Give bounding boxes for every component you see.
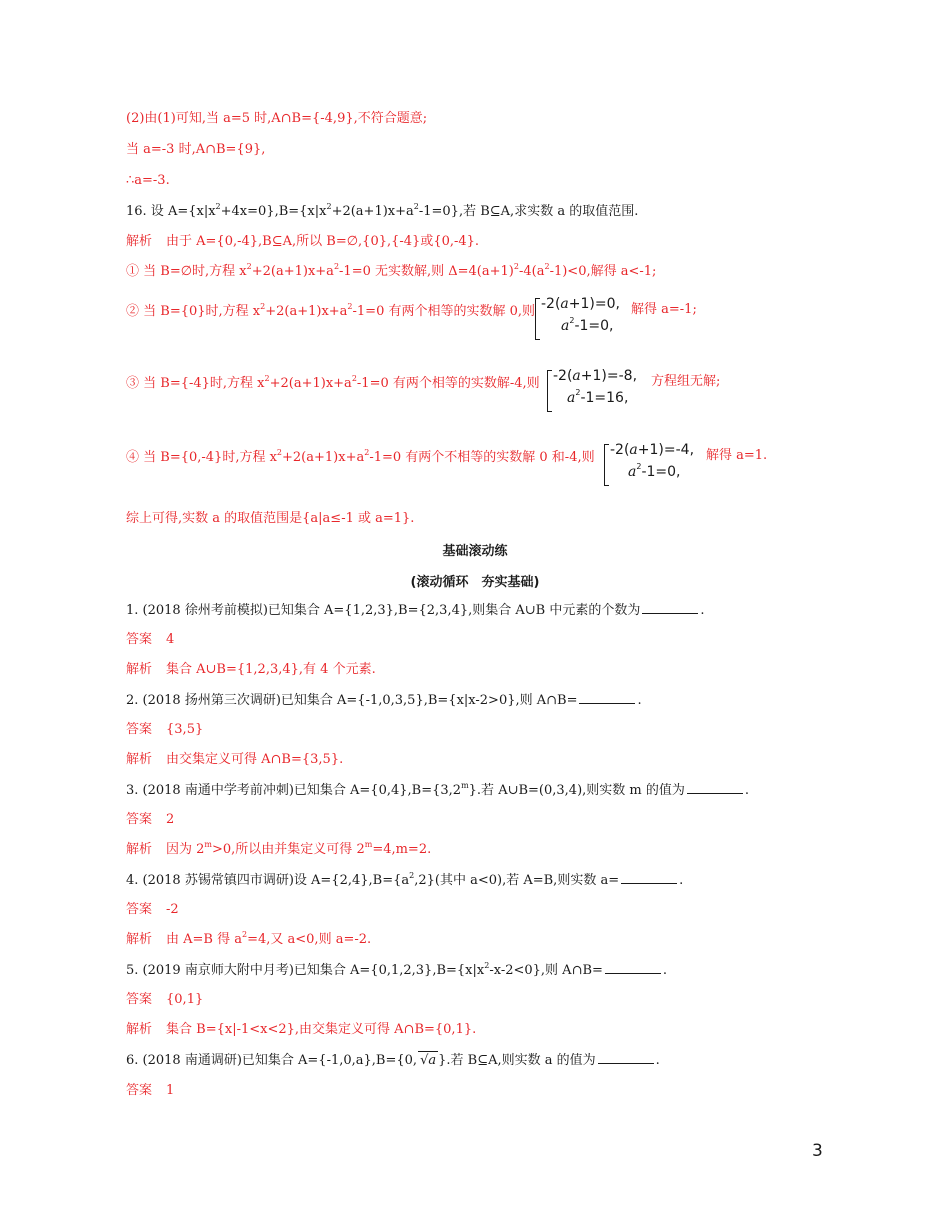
practice-6-answer: 答案 1 [126, 1083, 175, 1098]
equation-system-3: -2(a+1)=-8, $a^2-1=16$, 方程组无解; [547, 368, 737, 414]
brace-icon [547, 370, 552, 412]
answer-blank [687, 781, 743, 794]
practice-5-answer: 答案 {0,1} [126, 992, 204, 1007]
answer-blank [642, 601, 698, 614]
case-4: ④ 当 B={0,-4}时,方程 $x^2+2(a+1)x+a^2-1=0$ 有两个不相等的实数解 0 和-4,则 [126, 447, 595, 465]
case-3: ③ 当 B={-4}时,方程 $x^2+2(a+1)x+a^2-1=0$ 有两个相等的实数解-4,则 [126, 373, 540, 391]
practice-3-answer: 答案 2 [126, 812, 175, 827]
practice-3-question: 3. (2018 南通中学考前冲刺)已知集合 $A=\{0,4\},B=\{3,2^m\}$.若 A∪B=(0,3,4),则实数 m 的值为 . [126, 780, 750, 798]
equation-system-2: -2(a+1)=0, $a^2-1=0$, 解得 a=-1; [535, 296, 725, 342]
section-title: 基础滚动练 [442, 544, 508, 559]
summary: 综上可得,实数 a 的取值范围是{a|a≤-1 或 a=1}. [126, 511, 415, 526]
case-2: ② 当 B={0}时,方程 $x^2+2(a+1)x+a^2-1=0$ 有两个相等的实数解 0,则 [126, 301, 536, 319]
case-1: ① 当 B=∅时,方程 $x^2+2(a+1)x+a^2-1=0$ 无实数解,则 $\Delta=4(a+1)^2-4(a^2-1)<0$,解得 a<-1; [126, 261, 657, 279]
brace-icon [604, 444, 609, 486]
text-line: ∴a=-3. [126, 173, 170, 188]
practice-2-question: 2. (2018 扬州第三次调研)已知集合 A={-1,0,3,5},B={x|x-2>0},则 A∩B= . [126, 693, 642, 708]
practice-2-answer: 答案 {3,5} [126, 722, 204, 737]
practice-1-question: 1. (2018 徐州考前模拟)已知集合 A={1,2,3},B={2,3,4},则集合 A∪B 中元素的个数为 . [126, 603, 705, 618]
practice-4-answer: 答案 -2 [126, 902, 179, 917]
practice-2-solution: 解析 由交集定义可得 A∩B={3,5}. [126, 752, 344, 767]
answer-blank [605, 961, 661, 974]
section-subtitle: (滚动循环 夯实基础) [410, 575, 540, 590]
text-line: 当 a=-3 时,A∩B={9}, [126, 142, 266, 157]
practice-6-question: 6. (2018 南通调研)已知集合 A={-1,0,a},B={0, √a }.若 B⊆A,则实数 a 的值为 . [126, 1053, 660, 1068]
answer-blank [621, 871, 677, 884]
answer-blank [579, 691, 635, 704]
practice-1-answer: 答案 4 [126, 632, 175, 647]
practice-4-solution: 解析 由 A=B 得 $a^2=4$,又 a<0,则 a=-2. [126, 929, 372, 947]
practice-1-solution: 解析 集合 A∪B={1,2,3,4},有 4 个元素. [126, 662, 376, 677]
page-number: 3 [812, 1141, 823, 1161]
practice-5-question: 5. (2019 南京师大附中月考)已知集合 $A=\{0,1,2,3\},B=\{x|x^2-x-2<0\}$,则 A∩B= . [126, 960, 668, 978]
answer-blank [598, 1051, 654, 1064]
question-16: 16. 设 $A=\{x|x^2+4x=0\},B=\{x|x^2+2(a+1)x+a^2-1=0\}$,若 B⊆A,求实数 a 的取值范围. [126, 201, 639, 219]
equation-system-4: -2(a+1)=-4, $a^2-1=0$, 解得 a=1. [604, 442, 794, 488]
practice-5-solution: 解析 集合 B={x|-1<x<2},由交集定义可得 A∩B={0,1}. [126, 1022, 477, 1037]
practice-3-solution: 解析 因为 $2^m>0$,所以由并集定义可得 $2^m=4,m=2$. [126, 839, 432, 857]
practice-4-question: 4. (2018 苏锡常镇四市调研)设 $A=\{2,4\},B=\{a^2,2\}$(其中 a<0),若 A=B,则实数 a= . [126, 870, 684, 888]
sqrt-symbol: √a [420, 1053, 437, 1068]
brace-icon [535, 298, 540, 340]
text-line: (2)由(1)可知,当 a=5 时,A∩B={-4,9},不符合题意; [126, 111, 428, 126]
solution-16: 解析 由于 A={0,-4},B⊆A,所以 B=∅,{0},{-4}或{0,-4}. [126, 234, 480, 249]
